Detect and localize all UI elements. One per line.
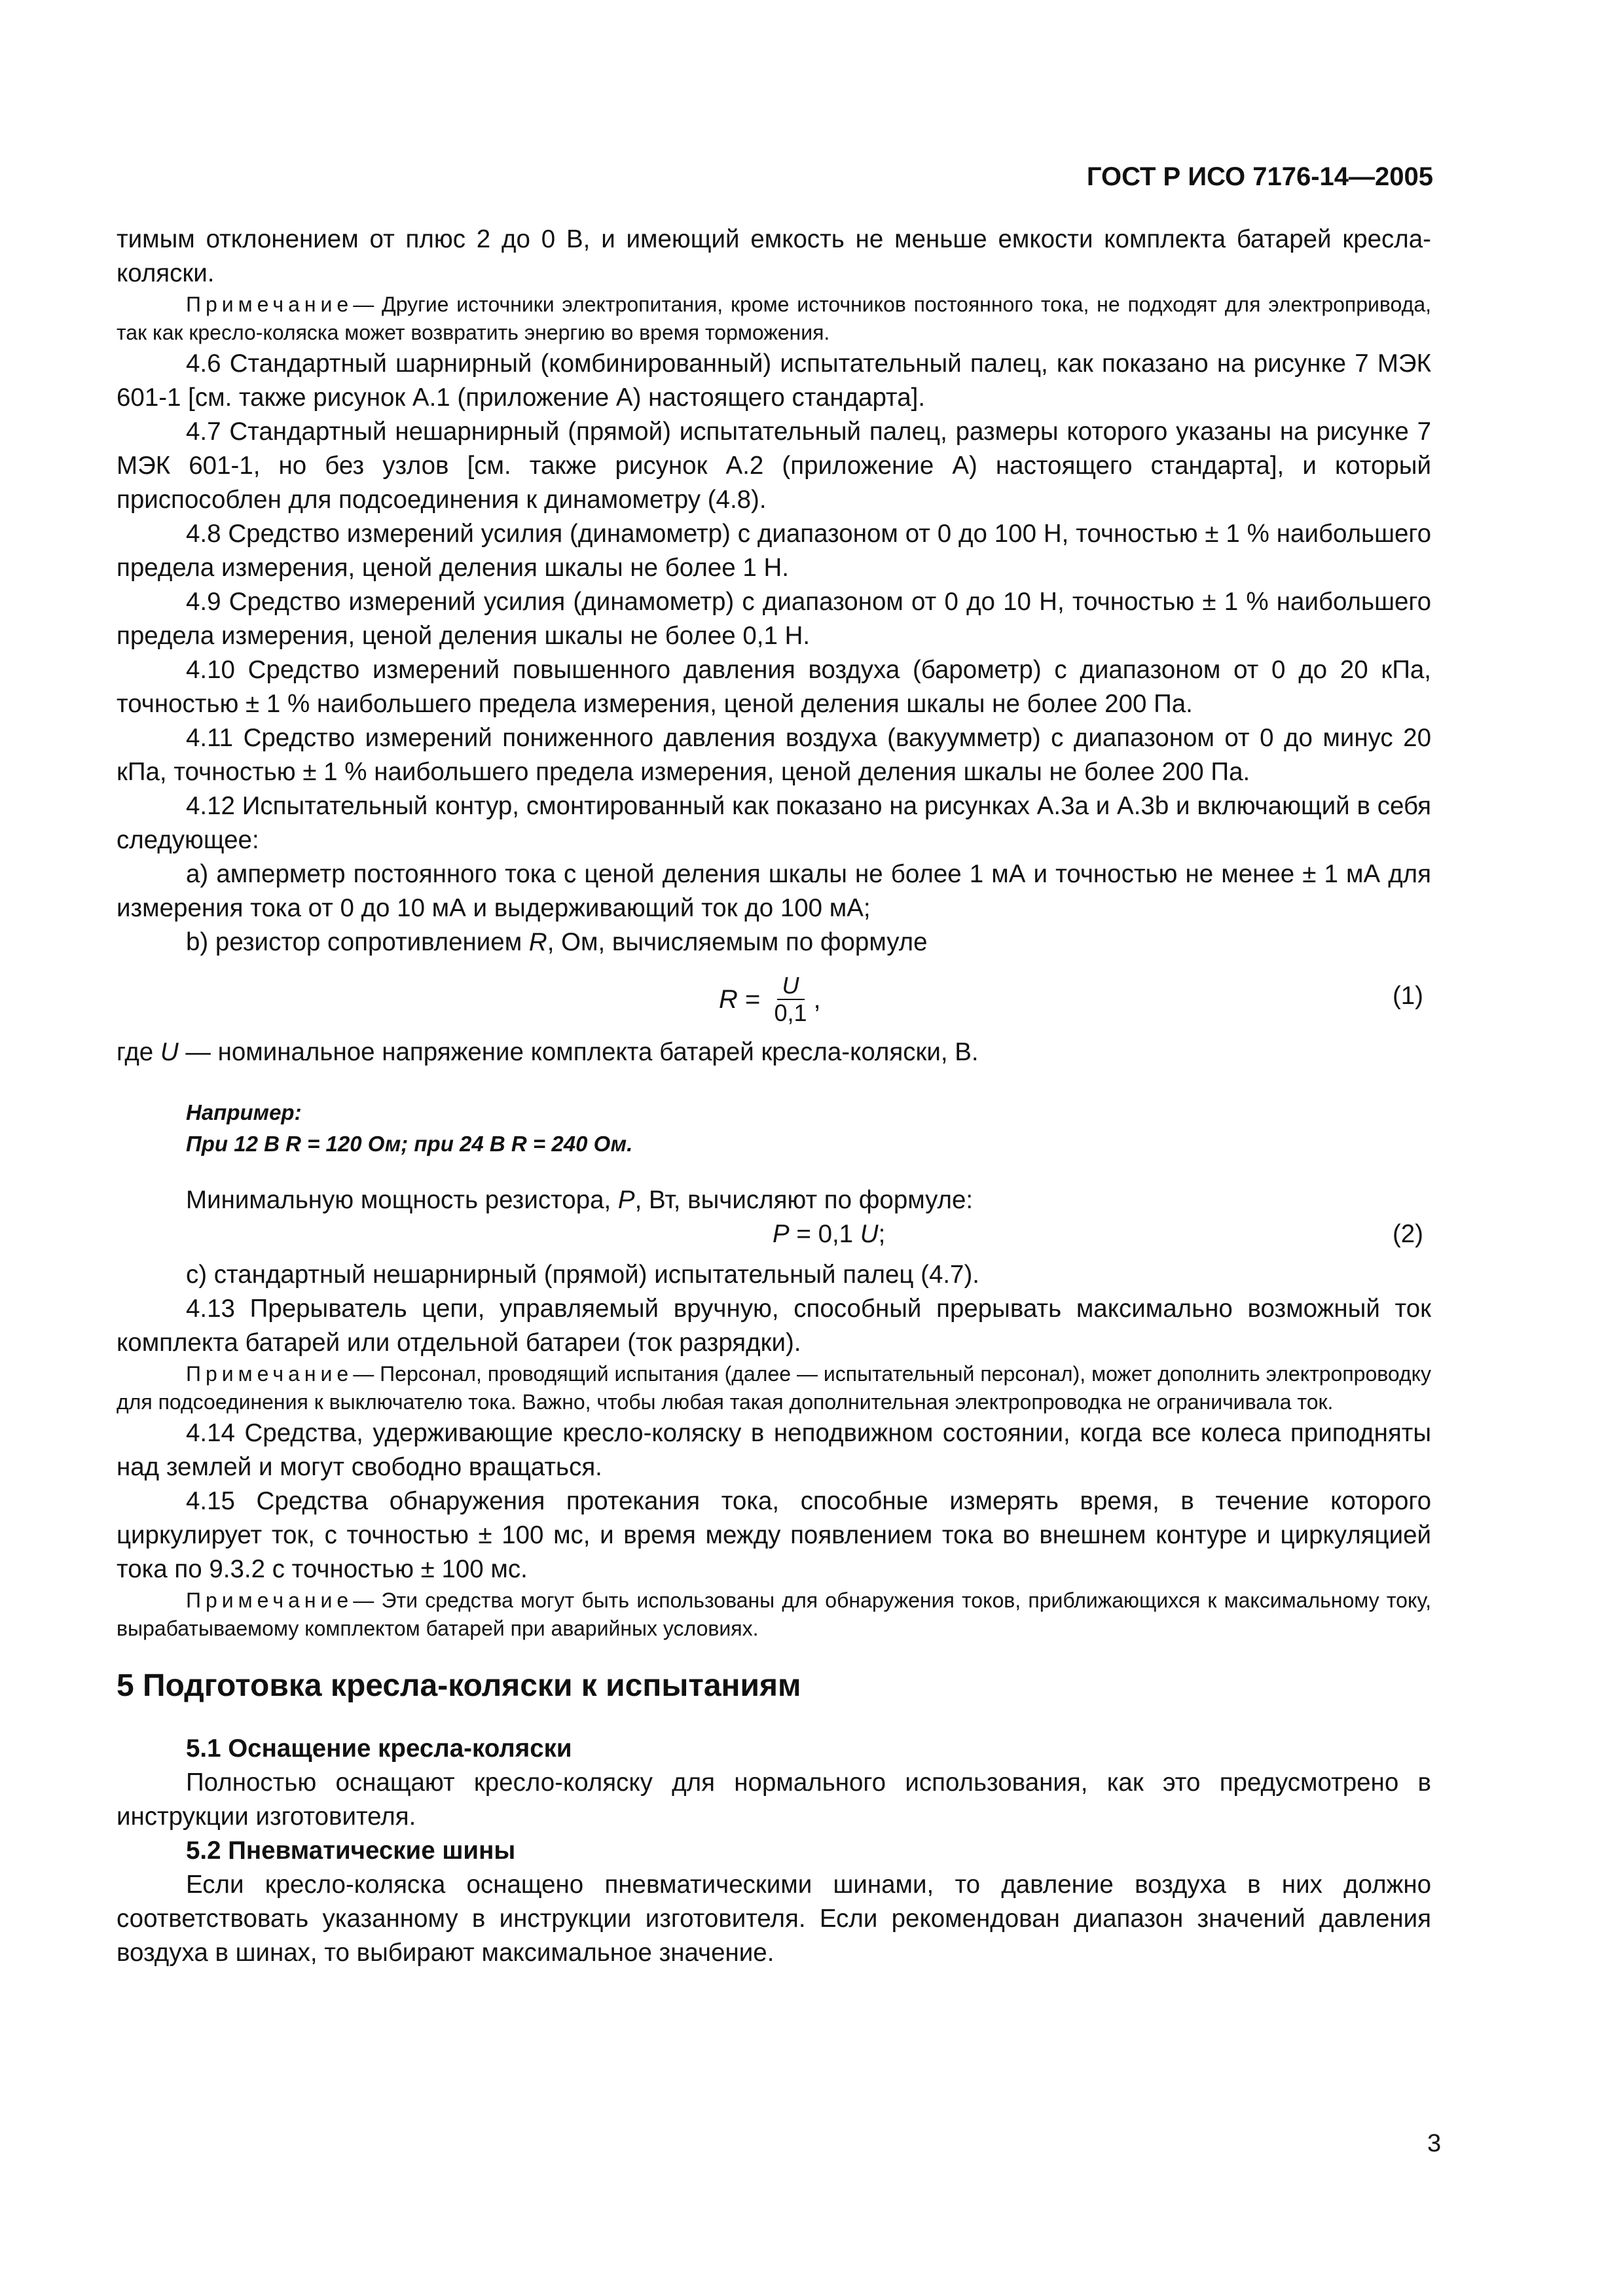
example-text: При 12 В R = 120 Ом; при 24 В R = 240 Ом. — [186, 1132, 633, 1156]
power-post: , Вт, вычисляют по формуле: — [634, 1186, 974, 1214]
note-3 — [117, 1587, 1431, 1643]
formula-2-number: (2) — [1392, 1220, 1423, 1248]
item-4-6: 4.6 Стандартный шарнирный (комбинированный) испытательный палец, как показано на рисунке 7 МЭК 601-1 [см. также рисунок А.1 (приложение А) настоящего стандарта]. — [117, 350, 1431, 412]
formula-1-fraction — [770, 973, 811, 1026]
item-4-12-a: а) амперметр постоянного тока с ценой деления шкалы не более 1 мА и точностью не менее ± 1 мА для измерения тока от 0 до 10 мА и выдерживающий ток до 100 мА; — [117, 860, 1431, 922]
formula-2-lhs: P — [773, 1220, 790, 1248]
example-block — [117, 1097, 1431, 1160]
item-4-13: 4.13 Прерыватель цепи, управляемый вручную, способный прерывать максимально возможный ток комплекта батарей или отдельной батареи (ток разрядки). — [117, 1295, 1431, 1357]
formula-1-lhs: R — [719, 985, 738, 1014]
note-text: — Персонал, проводящий испытания (далее — испытательный персонал), может дополнить электропроводку для подсоединения к выключателю тока. Важно, чтобы любая такая дополнительная электропроводка не ограничивала ток. — [117, 1362, 1431, 1414]
formula-1-denominator: 0,1 — [774, 999, 807, 1026]
note-label: Примечание — [186, 1588, 354, 1612]
item-4-9: 4.9 Средство измерений усилия (динамометр) с диапазоном от 0 до 10 Н, точностью ± 1 % наибольшего предела измерения, ценой деления шкалы не более 0,1 Н. — [117, 588, 1431, 650]
formula-1-numerator: U — [777, 973, 805, 1000]
section-5-1-text: Полностью оснащают кресло-коляску для нормального использования, как это предусмотрено в инструкции изготовителя. — [117, 1768, 1431, 1831]
where-post: — номинальное напряжение комплекта батарей кресла-коляски, В. — [178, 1038, 979, 1066]
document-body — [117, 223, 1431, 1970]
note-text: — Другие источники электропитания, кроме источников постоянного тока, не подходят для электропривода, так как кресло-коляска может возвратить энергию во время торможения. — [117, 293, 1431, 344]
where-pre: где — [117, 1038, 160, 1066]
formula-2-var: U — [860, 1220, 879, 1248]
note-label: Примечание — [186, 293, 354, 316]
document-header: ГОСТ Р ИСО 7176-14—2005 — [1086, 162, 1433, 191]
section-5-heading: 5 Подготовка кресла-коляски к испытаниям — [117, 1668, 801, 1703]
item-4-11: 4.11 Средство измерений пониженного давления воздуха (вакуумметр) с диапазоном от 0 до минус 20 кПа, точностью ± 1 % наибольшего предела измерения, ценой деления шкалы не более 200 Па. — [117, 724, 1431, 786]
where-clause — [117, 1035, 1431, 1069]
item-4-12-b-text-end: , Ом, вычисляемым по формуле — [547, 928, 928, 956]
item-4-10: 4.10 Средство измерений повышенного давления воздуха (барометр) с диапазоном от 0 до 20 кПа, точностью ± 1 % наибольшего предела измерения, ценой деления шкалы не более 200 Па. — [117, 656, 1431, 718]
item-4-15: 4.15 Средства обнаружения протекания тока, способные измерять время, в течение которого циркулирует ток, с точностью ± 100 мс, и время между появлением тока во внешнем контуре и циркуляцией тока по 9.3.2 с точностью ± 100 мс. — [117, 1487, 1431, 1583]
note-label: Примечание — [186, 1362, 354, 1386]
note-text: — Эти средства могут быть использованы для обнаружения токов, приближающихся к максимальному току, вырабатываемому комплектом батарей при аварийных условиях. — [117, 1588, 1431, 1640]
intro-paragraph: тимым отклонением от плюс 2 до 0 В, и имеющий емкость не меньше емкости комплекта батарей кресла-коляски. — [117, 225, 1431, 287]
item-4-7: 4.7 Стандартный нешарнирный (прямой) испытательный палец, размеры которого указаны на рисунке 7 МЭК 601-1, но без узлов [см. также рисунок А.2 (приложение А) настоящего стандарта], и который приспособлен для подсоединения к динамометру (4.8). — [117, 418, 1431, 514]
page-number: 3 — [1427, 2130, 1442, 2157]
variable-p: P — [617, 1186, 635, 1214]
item-4-12-b — [117, 925, 1431, 960]
power-paragraph — [117, 1183, 1431, 1217]
example-title: Например: — [186, 1100, 302, 1124]
power-pre: Минимальную мощность резистора, — [186, 1186, 618, 1214]
formula-2 — [117, 1217, 1431, 1258]
note-2 — [117, 1360, 1431, 1416]
note-1 — [117, 291, 1431, 347]
formula-1-number: (1) — [1392, 982, 1423, 1010]
formula-1-expression — [719, 973, 821, 1026]
formula-1 — [117, 963, 1431, 1029]
section-5-1-heading: 5.1 Оснащение кресла-коляски — [186, 1734, 572, 1763]
formula-2-trail: ; — [878, 1220, 886, 1248]
section-5-2-heading: 5.2 Пневматические шины — [186, 1837, 516, 1865]
variable-r: R — [528, 928, 547, 956]
item-4-14: 4.14 Средства, удерживающие кресло-коляску в неподвижном состоянии, когда все колеса приподняты над землей и могут свободно вращаться. — [117, 1419, 1431, 1481]
variable-u: U — [160, 1038, 179, 1066]
item-4-12: 4.12 Испытательный контур, смонтированный как показано на рисунках А.3а и А.3b и включающий в себя следующее: — [117, 792, 1431, 854]
formula-1-equals: = — [737, 985, 768, 1014]
item-4-8: 4.8 Средство измерений усилия (динамометр) с диапазоном от 0 до 100 Н, точностью ± 1 % наибольшего предела измерения, ценой деления шкалы не более 1 Н. — [117, 520, 1431, 582]
item-4-12-c: c) стандартный нешарнирный (прямой) испытательный палец (4.7). — [186, 1261, 979, 1289]
section-5-2-text: Если кресло-коляска оснащено пневматическими шинами, то давление воздуха в них должно соответствовать указанному в инструкции изготовителя. Если рекомендован диапазон значений давления воздуха в шинах, то выбирают максимальное значение. — [117, 1871, 1431, 1967]
formula-2-expression — [773, 1217, 885, 1251]
formula-2-mid: = 0,1 — [789, 1220, 860, 1248]
formula-1-trail: , — [813, 985, 821, 1014]
item-4-12-b-text: b) резистор сопротивлением — [186, 928, 529, 956]
